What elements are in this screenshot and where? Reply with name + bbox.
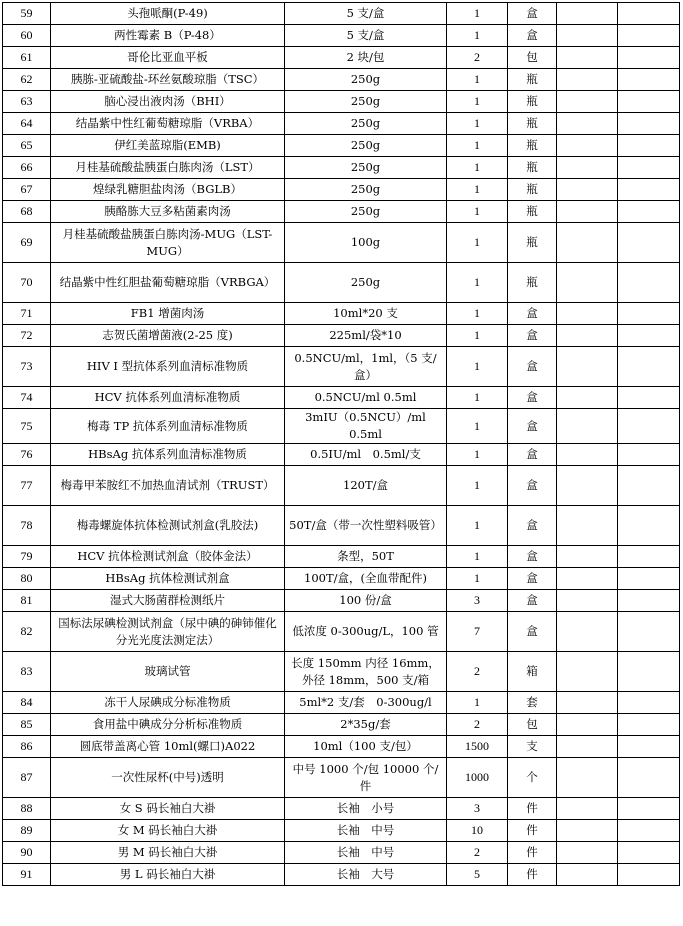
item-spec: 低浓度 0-300ug/L，100 管 xyxy=(285,612,447,652)
item-name: 男 M 码长袖白大褂 xyxy=(51,842,285,864)
item-spec: 3mIU（0.5NCU）/ml 0.5ml xyxy=(285,409,447,444)
item-unit: 套 xyxy=(508,692,557,714)
item-spec: 250g xyxy=(285,179,447,201)
item-quantity: 1 xyxy=(447,3,508,25)
empty-cell xyxy=(618,444,680,466)
item-spec: 250g xyxy=(285,69,447,91)
row-number: 79 xyxy=(3,546,51,568)
empty-cell xyxy=(618,506,680,546)
item-name: 月桂基硫酸盐胰蛋白胨肉汤（LST） xyxy=(51,157,285,179)
row-number: 85 xyxy=(3,714,51,736)
item-unit: 盒 xyxy=(508,387,557,409)
item-unit: 瓶 xyxy=(508,263,557,303)
item-quantity: 1 xyxy=(447,223,508,263)
item-name: HIV I 型抗体系列血清标准物质 xyxy=(51,347,285,387)
empty-cell xyxy=(618,758,680,798)
item-name: 梅毒甲苯胺红不加热血清试剂（TRUST） xyxy=(51,466,285,506)
table-row xyxy=(3,612,680,652)
table-row xyxy=(3,798,680,820)
empty-cell xyxy=(618,590,680,612)
table-row xyxy=(3,91,680,113)
empty-cell xyxy=(618,25,680,47)
empty-cell xyxy=(618,612,680,652)
row-number: 60 xyxy=(3,25,51,47)
empty-cell xyxy=(618,263,680,303)
item-spec: 长袖 大号 xyxy=(285,864,447,886)
item-unit: 瓶 xyxy=(508,201,557,223)
table-row xyxy=(3,758,680,798)
row-number: 62 xyxy=(3,69,51,91)
empty-cell xyxy=(618,135,680,157)
empty-cell xyxy=(618,387,680,409)
item-quantity: 1 xyxy=(447,25,508,47)
empty-cell xyxy=(618,157,680,179)
empty-cell xyxy=(557,409,618,444)
item-name: HCV 抗体系列血清标准物质 xyxy=(51,387,285,409)
row-number: 71 xyxy=(3,303,51,325)
item-name: HBsAg 抗体检测试剂盒 xyxy=(51,568,285,590)
item-unit: 箱 xyxy=(508,652,557,692)
table-row xyxy=(3,263,680,303)
table-row xyxy=(3,69,680,91)
item-spec: 中号 1000 个/包 10000 个/件 xyxy=(285,758,447,798)
empty-cell xyxy=(557,47,618,69)
empty-cell xyxy=(618,842,680,864)
table-row xyxy=(3,466,680,506)
table-row xyxy=(3,546,680,568)
row-number: 87 xyxy=(3,758,51,798)
item-name: 两性霉素 B（P-48） xyxy=(51,25,285,47)
empty-cell xyxy=(557,692,618,714)
empty-cell xyxy=(557,179,618,201)
item-name: 头孢哌酮(P-49) xyxy=(51,3,285,25)
empty-cell xyxy=(618,201,680,223)
item-spec: 0.5IU/ml 0.5ml/支 xyxy=(285,444,447,466)
empty-cell xyxy=(557,135,618,157)
item-name: 煌绿乳糖胆盐肉汤（BGLB） xyxy=(51,179,285,201)
row-number: 77 xyxy=(3,466,51,506)
item-quantity: 2 xyxy=(447,652,508,692)
empty-cell xyxy=(618,325,680,347)
item-quantity: 2 xyxy=(447,842,508,864)
item-unit: 件 xyxy=(508,798,557,820)
item-spec: 250g xyxy=(285,157,447,179)
row-number: 80 xyxy=(3,568,51,590)
row-number: 76 xyxy=(3,444,51,466)
item-spec: 100T/盒，(全血带配件) xyxy=(285,568,447,590)
item-unit: 盒 xyxy=(508,546,557,568)
item-unit: 瓶 xyxy=(508,179,557,201)
table-row xyxy=(3,47,680,69)
empty-cell xyxy=(557,506,618,546)
item-spec: 10ml*20 支 xyxy=(285,303,447,325)
empty-cell xyxy=(618,3,680,25)
item-name: 女 M 码长袖白大褂 xyxy=(51,820,285,842)
item-name: 一次性尿杯(中号)透明 xyxy=(51,758,285,798)
table-row xyxy=(3,157,680,179)
table-row xyxy=(3,864,680,886)
item-quantity: 1 xyxy=(447,506,508,546)
empty-cell xyxy=(618,568,680,590)
table-row xyxy=(3,113,680,135)
row-number: 68 xyxy=(3,201,51,223)
item-unit: 瓶 xyxy=(508,69,557,91)
item-quantity: 7 xyxy=(447,612,508,652)
item-spec: 10ml（100 支/包） xyxy=(285,736,447,758)
table-row xyxy=(3,201,680,223)
item-quantity: 1 xyxy=(447,157,508,179)
table-row xyxy=(3,820,680,842)
empty-cell xyxy=(557,864,618,886)
empty-cell xyxy=(557,91,618,113)
item-quantity: 1 xyxy=(447,179,508,201)
empty-cell xyxy=(557,157,618,179)
item-unit: 盒 xyxy=(508,303,557,325)
table-row xyxy=(3,714,680,736)
empty-cell xyxy=(618,652,680,692)
item-quantity: 1 xyxy=(447,546,508,568)
item-spec: 长袖 中号 xyxy=(285,820,447,842)
item-unit: 支 xyxy=(508,736,557,758)
item-name: 志贺氏菌增菌液(2-25 度) xyxy=(51,325,285,347)
row-number: 67 xyxy=(3,179,51,201)
empty-cell xyxy=(557,3,618,25)
item-name: 胰酪胨大豆多粘菌素肉汤 xyxy=(51,201,285,223)
empty-cell xyxy=(557,387,618,409)
empty-cell xyxy=(618,466,680,506)
row-number: 82 xyxy=(3,612,51,652)
row-number: 61 xyxy=(3,47,51,69)
row-number: 78 xyxy=(3,506,51,546)
item-spec: 5 支/盒 xyxy=(285,25,447,47)
empty-cell xyxy=(618,714,680,736)
empty-cell xyxy=(557,568,618,590)
table-row xyxy=(3,179,680,201)
empty-cell xyxy=(557,736,618,758)
row-number: 70 xyxy=(3,263,51,303)
item-spec: 长度 150mm 内径 16mm，外径 18mm，500 支/箱 xyxy=(285,652,447,692)
empty-cell xyxy=(557,113,618,135)
table-row xyxy=(3,736,680,758)
row-number: 74 xyxy=(3,387,51,409)
empty-cell xyxy=(557,223,618,263)
empty-cell xyxy=(557,25,618,47)
empty-cell xyxy=(618,692,680,714)
item-spec: 0.5NCU/ml 0.5ml xyxy=(285,387,447,409)
item-unit: 个 xyxy=(508,758,557,798)
item-name: 胰胨-亚硫酸盐-环丝氨酸琼脂（TSC） xyxy=(51,69,285,91)
empty-cell xyxy=(618,820,680,842)
item-quantity: 1500 xyxy=(447,736,508,758)
item-name: 梅毒螺旋体抗体检测试剂盒(乳胶法) xyxy=(51,506,285,546)
item-quantity: 1 xyxy=(447,303,508,325)
item-spec: 条型，50T xyxy=(285,546,447,568)
table-row xyxy=(3,3,680,25)
row-number: 89 xyxy=(3,820,51,842)
item-name: 哥伦比亚血平板 xyxy=(51,47,285,69)
item-quantity: 1 xyxy=(447,444,508,466)
item-unit: 件 xyxy=(508,820,557,842)
item-quantity: 1 xyxy=(447,568,508,590)
empty-cell xyxy=(618,798,680,820)
item-name: 玻璃试管 xyxy=(51,652,285,692)
empty-cell xyxy=(557,69,618,91)
empty-cell xyxy=(557,466,618,506)
item-quantity: 1 xyxy=(447,135,508,157)
item-unit: 盒 xyxy=(508,444,557,466)
empty-cell xyxy=(557,612,618,652)
item-spec: 长袖 小号 xyxy=(285,798,447,820)
item-unit: 盒 xyxy=(508,347,557,387)
item-unit: 包 xyxy=(508,47,557,69)
item-unit: 包 xyxy=(508,714,557,736)
item-quantity: 5 xyxy=(447,864,508,886)
item-unit: 盒 xyxy=(508,590,557,612)
item-name: 脑心浸出液肉汤（BHI） xyxy=(51,91,285,113)
item-spec: 250g xyxy=(285,135,447,157)
row-number: 84 xyxy=(3,692,51,714)
item-unit: 盒 xyxy=(508,25,557,47)
item-spec: 5ml*2 支/套 0-300ug/l xyxy=(285,692,447,714)
empty-cell xyxy=(557,714,618,736)
item-unit: 瓶 xyxy=(508,157,557,179)
item-name: 月桂基硫酸盐胰蛋白胨肉汤-MUG（LST-MUG） xyxy=(51,223,285,263)
item-quantity: 1 xyxy=(447,201,508,223)
item-quantity: 3 xyxy=(447,798,508,820)
row-number: 90 xyxy=(3,842,51,864)
item-quantity: 10 xyxy=(447,820,508,842)
item-unit: 瓶 xyxy=(508,135,557,157)
item-name: 伊红美蓝琼脂(EMB) xyxy=(51,135,285,157)
item-unit: 盒 xyxy=(508,466,557,506)
empty-cell xyxy=(618,303,680,325)
table-row xyxy=(3,223,680,263)
item-name: 冻干人尿碘成分标准物质 xyxy=(51,692,285,714)
empty-cell xyxy=(557,590,618,612)
item-spec: 0.5NCU/ml，1ml，（5 支/盒） xyxy=(285,347,447,387)
row-number: 66 xyxy=(3,157,51,179)
item-quantity: 1 xyxy=(447,263,508,303)
item-unit: 瓶 xyxy=(508,223,557,263)
row-number: 72 xyxy=(3,325,51,347)
item-unit: 盒 xyxy=(508,612,557,652)
empty-cell xyxy=(618,113,680,135)
row-number: 86 xyxy=(3,736,51,758)
table-body xyxy=(3,3,680,886)
table-row xyxy=(3,842,680,864)
item-quantity: 1 xyxy=(447,91,508,113)
item-unit: 盒 xyxy=(508,506,557,546)
empty-cell xyxy=(618,546,680,568)
table-row xyxy=(3,347,680,387)
item-name: HCV 抗体检测试剂盒（胶体金法） xyxy=(51,546,285,568)
empty-cell xyxy=(557,325,618,347)
item-spec: 50T/盒（带一次性塑料吸管） xyxy=(285,506,447,546)
table-row xyxy=(3,506,680,546)
item-spec: 250g xyxy=(285,113,447,135)
item-quantity: 2 xyxy=(447,714,508,736)
inventory-table xyxy=(2,2,680,886)
item-quantity: 1 xyxy=(447,387,508,409)
item-quantity: 1 xyxy=(447,113,508,135)
row-number: 91 xyxy=(3,864,51,886)
row-number: 83 xyxy=(3,652,51,692)
item-quantity: 1 xyxy=(447,409,508,444)
empty-cell xyxy=(618,409,680,444)
item-unit: 瓶 xyxy=(508,91,557,113)
item-spec: 长袖 中号 xyxy=(285,842,447,864)
empty-cell xyxy=(557,444,618,466)
item-unit: 件 xyxy=(508,864,557,886)
item-spec: 120T/盒 xyxy=(285,466,447,506)
empty-cell xyxy=(618,47,680,69)
table-row xyxy=(3,303,680,325)
empty-cell xyxy=(557,347,618,387)
row-number: 59 xyxy=(3,3,51,25)
table-row xyxy=(3,568,680,590)
empty-cell xyxy=(557,842,618,864)
item-name: HBsAg 抗体系列血清标准物质 xyxy=(51,444,285,466)
empty-cell xyxy=(557,201,618,223)
item-quantity: 1 xyxy=(447,692,508,714)
row-number: 81 xyxy=(3,590,51,612)
item-quantity: 3 xyxy=(447,590,508,612)
item-name: 食用盐中碘成分分析标准物质 xyxy=(51,714,285,736)
item-name: 女 S 码长袖白大褂 xyxy=(51,798,285,820)
empty-cell xyxy=(618,736,680,758)
item-name: FB1 增菌肉汤 xyxy=(51,303,285,325)
item-name: 结晶紫中性红胆盐葡萄糖琼脂（VRBGA） xyxy=(51,263,285,303)
item-spec: 100g xyxy=(285,223,447,263)
item-quantity: 1000 xyxy=(447,758,508,798)
item-unit: 盒 xyxy=(508,568,557,590)
item-quantity: 1 xyxy=(447,466,508,506)
item-name: 圆底带盖离心管 10ml(螺口)A022 xyxy=(51,736,285,758)
row-number: 73 xyxy=(3,347,51,387)
item-spec: 250g xyxy=(285,201,447,223)
empty-cell xyxy=(557,820,618,842)
item-spec: 5 支/盒 xyxy=(285,3,447,25)
empty-cell xyxy=(557,303,618,325)
item-name: 湿式大肠菌群检测纸片 xyxy=(51,590,285,612)
table-row xyxy=(3,135,680,157)
empty-cell xyxy=(618,347,680,387)
item-unit: 盒 xyxy=(508,409,557,444)
item-spec: 225ml/袋*10 xyxy=(285,325,447,347)
empty-cell xyxy=(557,546,618,568)
table-row xyxy=(3,590,680,612)
item-quantity: 1 xyxy=(447,69,508,91)
item-unit: 件 xyxy=(508,842,557,864)
item-spec: 2*35g/套 xyxy=(285,714,447,736)
item-name: 结晶紫中性红葡萄糖琼脂（VRBA） xyxy=(51,113,285,135)
row-number: 88 xyxy=(3,798,51,820)
item-spec: 250g xyxy=(285,263,447,303)
row-number: 69 xyxy=(3,223,51,263)
row-number: 64 xyxy=(3,113,51,135)
empty-cell xyxy=(618,91,680,113)
empty-cell xyxy=(557,652,618,692)
empty-cell xyxy=(618,69,680,91)
item-spec: 2 块/包 xyxy=(285,47,447,69)
item-unit: 盒 xyxy=(508,325,557,347)
table-row xyxy=(3,409,680,444)
table-row xyxy=(3,652,680,692)
item-spec: 250g xyxy=(285,91,447,113)
item-spec: 100 份/盒 xyxy=(285,590,447,612)
empty-cell xyxy=(557,263,618,303)
item-quantity: 2 xyxy=(447,47,508,69)
row-number: 63 xyxy=(3,91,51,113)
table-row xyxy=(3,387,680,409)
empty-cell xyxy=(557,758,618,798)
item-unit: 瓶 xyxy=(508,113,557,135)
item-name: 男 L 码长袖白大褂 xyxy=(51,864,285,886)
empty-cell xyxy=(618,179,680,201)
table-row xyxy=(3,25,680,47)
empty-cell xyxy=(618,864,680,886)
table-row xyxy=(3,444,680,466)
table-row xyxy=(3,325,680,347)
row-number: 75 xyxy=(3,409,51,444)
item-quantity: 1 xyxy=(447,347,508,387)
table-row xyxy=(3,692,680,714)
item-unit: 盒 xyxy=(508,3,557,25)
item-name: 梅毒 TP 抗体系列血清标准物质 xyxy=(51,409,285,444)
empty-cell xyxy=(618,223,680,263)
row-number: 65 xyxy=(3,135,51,157)
item-quantity: 1 xyxy=(447,325,508,347)
empty-cell xyxy=(557,798,618,820)
item-name: 国标法尿碘检测试剂盒（尿中碘的砷铈催化分光光度法测定法） xyxy=(51,612,285,652)
